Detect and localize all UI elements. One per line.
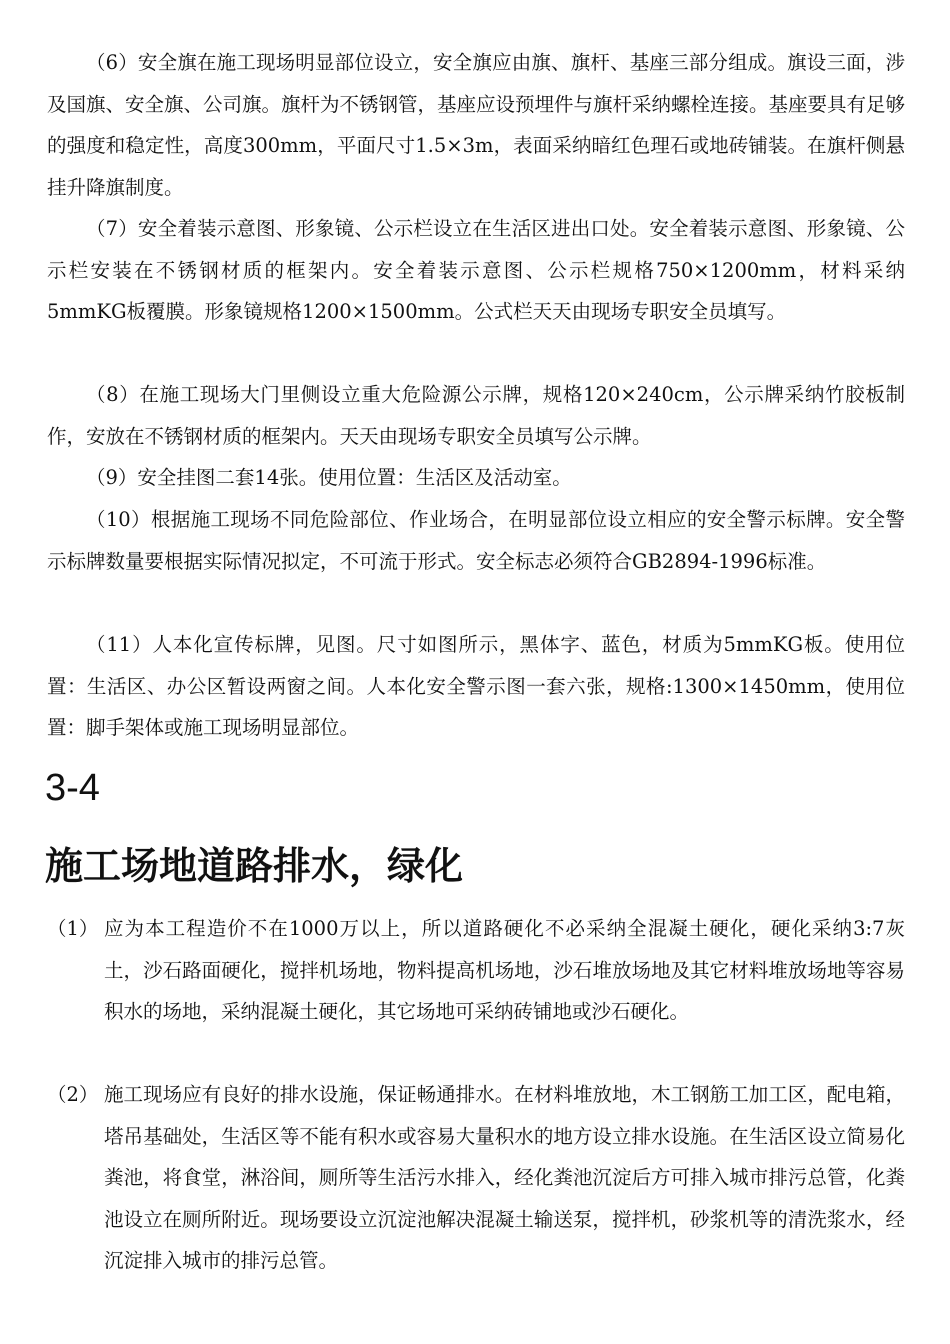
list-item-text: 应为本工程造价不在1000万以上，所以道路硬化不必采纳全混凝土硬化，硬化采纳3:7灰土，沙石路面硬化，搅拌机场地，物料提高机场地，沙石堆放场地及其它材料堆放场地等容易积水的场地，采纳混凝土硬化，其它场地可采纳砖铺地或沙石硬化。 (104, 917, 905, 1023)
list-item-text: 施工现场应有良好的排水设施，保证畅通排水。在材料堆放地，木工钢筋工加工区，配电箱，塔吊基础处，生活区等不能有积水或容易大量积水的地方设立排水设施。在生活区设立简易化粪池，将食堂，淋浴间，厕所等生活污水排入，经化粪池沉淀后方可排入城市排污总管，化粪池设立在厕所附近。现场要设立沉淀池解决混凝土输送泵，搅拌机，砂浆机等的清洗浆水，经沉淀排入城市的排污总管。 (104, 1083, 905, 1272)
list-marker: （2） (47, 1083, 99, 1106)
section-number: 3-4 (45, 767, 100, 809)
section-title: 施工场地道路排水，绿化 (45, 844, 464, 888)
paragraph-humanized-signs: （11）人本化宣传标牌，见图。尺寸如图所示，黑体字、蓝色，材质为5mmKG板。使用位置：生活区、办公区暂设两窗之间。人本化安全警示图一套六张，规格:1300×1450mm，使用位置：脚手架体或施工现场明显部位。 (47, 633, 905, 739)
paragraph-warning-signs: （10）根据施工现场不同危险部位、作业场合，在明显部位设立相应的安全警示标牌。安全警示标牌数量要根据实际情况拟定，不可流于形式。安全标志必须符合GB2894-1996标准。 (47, 508, 905, 573)
list-item-drainage (47, 1074, 905, 1282)
paragraph-dress-mirror-board: （7）安全着装示意图、形象镜、公示栏设立在生活区进出口处。安全着装示意图、形象镜、公示栏安装在不锈钢材质的框架内。安全着装示意图、公示栏规格750×1200mm，材料采纳5mmKG板覆膜。形象镜规格1200×1500mm。公式栏天天由现场专职安全员填写。 (47, 217, 905, 323)
list-marker: （1） (47, 917, 99, 940)
paragraph-safety-flag: （6）安全旗在施工现场明显部位设立，安全旗应由旗、旗杆、基座三部分组成。旗设三面，涉及国旗、安全旗、公司旗。旗杆为不锈钢管，基座应设预埋件与旗杆采纳螺栓连接。基座要具有足够的强度和稳定性，高度300mm，平面尺寸1.5×3m，表面采纳暗红色理石或地砖铺装。在旗杆侧悬挂升降旗制度。 (47, 51, 906, 199)
paragraph-hazard-board: （8）在施工现场大门里侧设立重大危险源公示牌，规格120×240cm，公示牌采纳竹胶板制作，安放在不锈钢材质的框架内。天天由现场专职安全员填写公示牌。 (47, 383, 905, 448)
list-item-road-hardening (47, 908, 905, 1033)
paragraph-safety-posters: （9）安全挂图二套14张。使用位置：生活区及活动室。 (86, 466, 572, 489)
